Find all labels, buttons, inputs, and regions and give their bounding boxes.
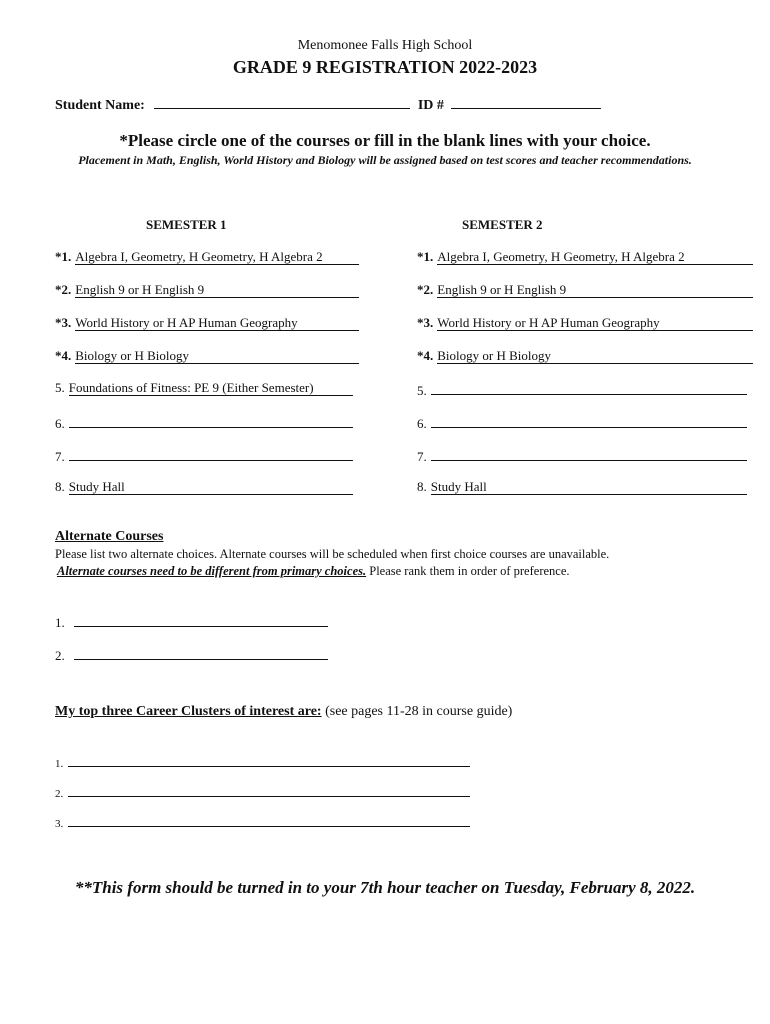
instructions-heading: *Please circle one of the courses or fill in the blank lines with your choice. — [119, 131, 651, 150]
course-number: 8. — [55, 479, 65, 494]
placement-note: Placement in Math, English, World History and Biology will be assigned based on test scores and teacher recommendations. — [78, 153, 692, 167]
course-row — [417, 380, 747, 399]
id-field[interactable] — [451, 94, 601, 109]
form-title: GRADE 9 REGISTRATION 2022-2023 — [232, 57, 538, 77]
career-2-field[interactable] — [68, 785, 470, 797]
school-name: Menomonee Falls High School — [297, 38, 473, 53]
course-options[interactable]: English 9 or H English 9 — [75, 283, 359, 298]
course-options[interactable]: Biology or H Biology — [75, 349, 359, 364]
course-row — [417, 282, 753, 298]
student-name-field[interactable] — [154, 94, 410, 109]
course-number: *1. — [55, 249, 72, 264]
alternate-instructions: Please list two alternate choices. Alternate courses will be scheduled when first choice courses are unavailable. — [55, 547, 610, 561]
course-blank-field[interactable] — [69, 413, 353, 428]
course-number: 5. — [55, 380, 65, 395]
course-options[interactable]: World History or H AP Human Geography — [75, 316, 359, 331]
alternate-rule — [57, 564, 570, 579]
id-label: ID # — [417, 98, 444, 113]
career-number: 3. — [55, 818, 64, 830]
semester-2-heading: SEMESTER 2 — [462, 217, 543, 232]
alternate-item — [55, 612, 328, 631]
course-number: *2. — [55, 282, 72, 297]
course-number: *1. — [417, 249, 434, 264]
semester-1-heading: SEMESTER 1 — [146, 217, 227, 232]
alternate-1-field[interactable] — [74, 612, 328, 627]
career-item — [55, 815, 470, 830]
alternate-courses-heading: Alternate Courses — [55, 529, 164, 544]
alternate-item — [55, 645, 328, 664]
course-row — [417, 446, 747, 465]
course-row — [55, 282, 359, 298]
course-row — [417, 413, 747, 432]
course-options[interactable]: Biology or H Biology — [437, 349, 753, 364]
course-row — [417, 348, 753, 364]
alternate-number: 1. — [55, 615, 65, 630]
course-number: 7. — [417, 449, 427, 464]
course-row — [55, 479, 353, 495]
course-options[interactable]: Algebra I, Geometry, H Geometry, H Algebra 2 — [75, 250, 359, 265]
career-item — [55, 785, 470, 800]
career-number: 2. — [55, 788, 64, 800]
course-number: *4. — [417, 348, 434, 363]
course-blank-field[interactable] — [431, 380, 747, 395]
career-label-emphasis: My top three Career Clusters of interest are: — [55, 704, 322, 719]
course-row — [55, 348, 359, 364]
course-number: *2. — [417, 282, 434, 297]
course-number: 7. — [55, 449, 65, 464]
course-number: *3. — [417, 315, 434, 330]
course-options[interactable]: Foundations of Fitness: PE 9 (Either Semester) — [69, 381, 353, 396]
course-options[interactable]: World History or H AP Human Geography — [437, 316, 753, 331]
course-number: 6. — [55, 416, 65, 431]
course-blank-field[interactable] — [431, 413, 747, 428]
course-row — [55, 446, 353, 465]
course-number: 5. — [417, 383, 427, 398]
student-info-line — [55, 94, 601, 114]
course-row — [55, 315, 359, 331]
career-1-field[interactable] — [68, 755, 470, 767]
career-label-rest: (see pages 11-28 in course guide) — [321, 704, 513, 719]
alternate-2-field[interactable] — [74, 645, 328, 660]
course-options[interactable]: English 9 or H English 9 — [437, 283, 753, 298]
course-number: 6. — [417, 416, 427, 431]
course-row — [55, 249, 359, 265]
course-row — [55, 380, 353, 396]
course-number: *4. — [55, 348, 72, 363]
course-number: *3. — [55, 315, 72, 330]
career-clusters-label — [55, 704, 512, 720]
course-blank-field[interactable] — [431, 446, 747, 461]
course-options[interactable]: Algebra I, Geometry, H Geometry, H Algebra 2 — [437, 250, 753, 265]
submission-note: **This form should be turned in to your 7th hour teacher on Tuesday, February 8, 2022. — [74, 878, 696, 897]
alternate-rule-emphasis: Alternate courses need to be different from primary choices. — [57, 564, 367, 578]
career-number: 1. — [55, 758, 64, 770]
course-options[interactable]: Study Hall — [69, 480, 353, 495]
course-row — [417, 479, 747, 495]
course-row — [417, 249, 753, 265]
course-options[interactable]: Study Hall — [431, 480, 747, 495]
career-item — [55, 755, 470, 770]
career-3-field[interactable] — [68, 815, 470, 827]
course-number: 8. — [417, 479, 427, 494]
course-blank-field[interactable] — [69, 446, 353, 461]
course-row — [417, 315, 753, 331]
alternate-number: 2. — [55, 648, 65, 663]
student-name-label: Student Name: — [55, 98, 145, 113]
alternate-rule-rest: Please rank them in order of preference. — [366, 564, 570, 578]
course-row — [55, 413, 353, 432]
